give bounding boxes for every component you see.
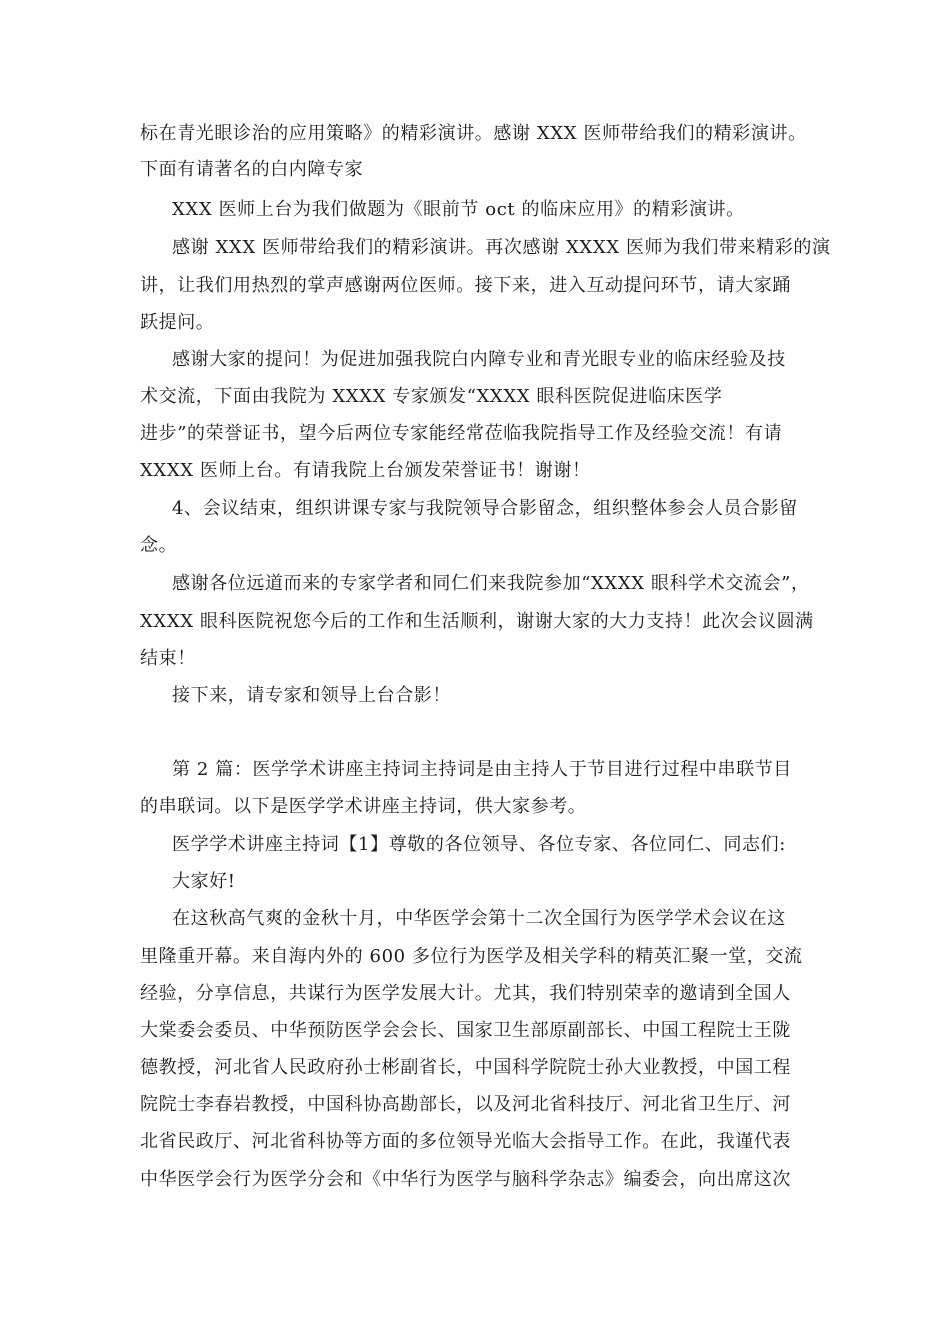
text-line: 讲，让我们用热烈的掌声感谢两位医师。接下来，进入互动提问环节，请大家踊	[140, 275, 791, 296]
text-line: 4、会议结束，组织讲课专家与我院领导合影留念，组织整体参会人员合影留	[172, 498, 798, 519]
text-line: 结束！	[140, 648, 196, 669]
text-line: 第 2 篇：医学学术讲座主持词主持词是由主持人于节目进行过程中串联节目	[172, 759, 792, 780]
text-line: 感谢各位远道而来的专家学者和同仁们来我院参加“XXXX 眼科学术交流会”，	[172, 573, 810, 594]
text-line: 的串联词。以下是医学学术讲座主持词，供大家参考。	[140, 796, 587, 817]
text-line: 在这秋高气爽的金秋十月，中华医学会第十二次全国行为医学学术会议在这	[172, 908, 786, 929]
text-line: 北省民政厅、河北省科协等方面的多位领导光临大会指导工作。在此，我谨代表	[140, 1131, 791, 1152]
text-line: XXXX 医师上台。有请我院上台颁发荣誉证书！谢谢！	[140, 460, 591, 481]
text-line: 进步”的荣誉证书，望今后两位专家能经常莅临我院指导工作及经验交流！有请	[140, 423, 783, 444]
text-line: 术交流，下面由我院为 XXXX 专家颁发“XXXX 眼科医院促进临床医学	[140, 386, 723, 407]
text-line: 下面有请著名的白内障专家	[140, 159, 364, 180]
text-line: 德教授，河北省人民政府孙士彬副省长，中国科学院院士孙大业教授，中国工程	[140, 1057, 791, 1078]
text-line: 中华医学会行为医学分会和《中华行为医学与脑科学杂志》编委会，向出席这次	[140, 1169, 791, 1190]
text-line: 接下来，请专家和领导上台合影！	[172, 685, 451, 706]
text-line: 跃提问。	[140, 312, 215, 333]
text-line: 院院士李春岩教授，中国科协高勘部长，以及河北省科技厅、河北省卫生厅、河	[140, 1094, 791, 1115]
text-line: 念。	[140, 535, 178, 556]
text-line: 感谢 XXX 医师带给我们的精彩演讲。再次感谢 XXXX 医师为我们带来精彩的演	[172, 237, 831, 258]
text-line: 大棠委会委员、中华预防医学会会长、国家卫生部原副部长、中国工程院士王陇	[140, 1020, 791, 1041]
text-line: 标在青光眼诊治的应用策略》的精彩演讲。感谢 XXX 医师带给我们的精彩演讲。	[140, 123, 807, 144]
text-line: 大家好!	[172, 871, 236, 892]
text-line: XXX 医师上台为我们做题为《眼前节 oct 的临床应用》的精彩演讲。	[172, 199, 745, 220]
text-line: 感谢大家的提问！为促进加强我院白内障专业和青光眼专业的临床经验及技	[172, 349, 786, 370]
text-line: 医学学术讲座主持词【1】尊敬的各位领导、各位专家、各位同仁、同志们:	[172, 834, 786, 855]
text-line: 里隆重开幕。来自海内外的 600 多位行为医学及相关学科的精英汇聚一堂，交流	[140, 946, 803, 967]
text-line: XXXX 眼科医院祝您今后的工作和生活顺利，谢谢大家的大力支持！此次会议圆满	[140, 611, 814, 632]
text-line: 经验，分享信息，共谋行为医学发展大计。尤其，我们特别荣幸的邀请到全国人	[140, 983, 791, 1004]
